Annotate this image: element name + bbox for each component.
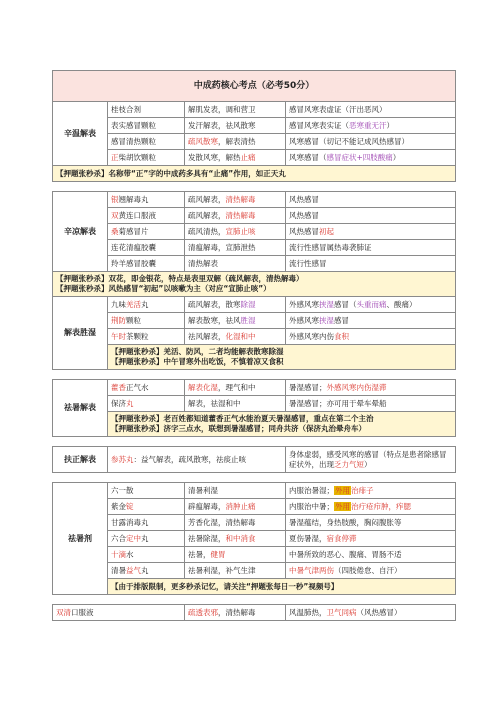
table-row: [53, 297, 456, 313]
table-row: [53, 256, 456, 272]
drug-name: 十滴水: [108, 547, 185, 563]
drug-effect: 祛风解表，化湿和中: [185, 329, 286, 345]
drug-name: 清暑益气丸: [108, 563, 185, 579]
drug-effect: 疏风清热，宣肺止咳: [185, 224, 286, 240]
table-row: [53, 102, 456, 118]
table-row: [53, 329, 456, 345]
drug-indication: 风寒感冒（感冒症状+四肢酸痛）: [286, 150, 456, 166]
category-label: 祛暑解表: [53, 380, 108, 437]
tip-row: [53, 166, 456, 182]
table-row: [53, 515, 456, 531]
drug-effect: 解表化湿，理气和中: [185, 380, 286, 396]
tip-text: 【押题张秒杀】羌活、防风，二者均能解表散寒除湿 【押题张秒杀】中午冒寒外出吃饭，不慎着凉又食积: [108, 345, 456, 370]
drug-name: 正柴胡饮颗粒: [108, 150, 185, 166]
drug-name: 双清口服液: [53, 605, 185, 621]
drug-name: 表实感冒颗粒: [108, 118, 185, 134]
drug-indication: 感冒风寒表虚证（汗出恶风）: [286, 102, 456, 118]
drug-indication: 暑湿蕴结，身热肢酸，胸闷腹胀等: [286, 515, 456, 531]
drug-effect: 解肌发表，调和营卫: [185, 102, 286, 118]
drug-name: 九味羌活丸: [108, 297, 185, 313]
tip-row: [53, 272, 456, 297]
drug-indication: 暑湿感冒；亦可用于晕车晕船: [286, 396, 456, 412]
drug-content: 参苏丸：益气解表，疏风散寒，祛痰止咳: [108, 447, 286, 473]
drug-indication: 流行性感冒属热毒袭肺证: [286, 240, 456, 256]
drug-name: 连花清瘟胶囊: [108, 240, 185, 256]
table-row: [53, 118, 456, 134]
drug-indication: 风温肺热，卫气同病（风热感冒）: [286, 605, 456, 621]
table-row: [53, 563, 456, 579]
drug-indication: 外感风寒挟湿感冒（头重而痛、酸痛）: [286, 297, 456, 313]
drug-indication: 外感风寒挟湿感冒: [286, 313, 456, 329]
drug-effect: 疏风解表，清热解毒: [185, 192, 286, 208]
table-row: [53, 134, 456, 150]
table-row: [53, 208, 456, 224]
drug-name: 桑菊感冒片: [108, 224, 185, 240]
table-row: [53, 499, 456, 515]
table-row: [53, 547, 456, 563]
table-row: [53, 380, 456, 396]
category-label: 解表胜湿: [53, 297, 108, 370]
drug-name: 羚羊感冒胶囊: [108, 256, 185, 272]
drug-effect: 疏风解表，散寒除湿: [185, 297, 286, 313]
drug-indication: 中暑所致的恶心、腹痛、胃肠不适: [286, 547, 456, 563]
drug-indication: 流行性感冒: [286, 256, 456, 272]
drug-indication: 感冒风寒表实证（恶寒重无汗）: [286, 118, 456, 134]
drug-effect: 清暑利湿: [185, 483, 286, 499]
tip-text: 【押题张秒杀】名称带“正”字的中成药多具有“止痛”作用，如正天丸: [53, 166, 456, 182]
tip-text: 【押题张秒杀】老百姓都知道藿香正气水能治夏天暑湿感冒，重点在第二个主治 【押题张秒杀】济字三点水，联想到暑湿感冒；同舟共济（保济丸治晕舟车）: [108, 412, 456, 437]
table-row: [53, 240, 456, 256]
drug-effect: 疏透表邪，清热解毒: [185, 605, 286, 621]
exam-table: [52, 70, 456, 621]
drug-indication: 中暑气津两伤（四肢倦怠、自汗）: [286, 563, 456, 579]
drug-effect: 辟瘟解毒，消肿止痛: [185, 499, 286, 515]
drug-effect: 清热解表: [185, 256, 286, 272]
drug-name: 紫金锭: [108, 499, 185, 515]
drug-name: 甘露消毒丸: [108, 515, 185, 531]
table-row: [53, 396, 456, 412]
drug-effect: 芳香化湿，清热解毒: [185, 515, 286, 531]
drug-indication: 风寒感冒（切记不能记成风热感冒）: [286, 134, 456, 150]
drug-effect: 发汗解表，祛风散寒: [185, 118, 286, 134]
drug-effect: 祛暑利湿，补气生津: [185, 563, 286, 579]
drug-indication: 风热感冒: [286, 208, 456, 224]
drug-effect: 祛暑，健胃: [185, 547, 286, 563]
table-row: [53, 605, 456, 621]
drug-effect: 解表散寒，祛风胜湿: [185, 313, 286, 329]
drug-name: 藿香正气水: [108, 380, 185, 396]
table-row: [53, 313, 456, 329]
drug-effect: 疏风解表，清热解毒: [185, 208, 286, 224]
drug-name: 午时茶颗粒: [108, 329, 185, 345]
table-row: [53, 224, 456, 240]
drug-name: 六一散: [108, 483, 185, 499]
drug-indication: 外感风寒内伤食积: [286, 329, 456, 345]
exam-table-sheet: [52, 70, 455, 621]
drug-effect: 疏风散寒，解表清热: [185, 134, 286, 150]
drug-effect: 发散风寒，解热止痛: [185, 150, 286, 166]
drug-indication: 暑湿感冒；外感风寒内伤湿滞: [286, 380, 456, 396]
category-label: 辛凉解表: [53, 192, 108, 272]
table-row: [53, 531, 456, 547]
drug-name: 感冒清热颗粒: [108, 134, 185, 150]
tip-row: [53, 412, 456, 437]
drug-name: 双黄连口服液: [108, 208, 185, 224]
table-row: [53, 447, 456, 473]
page-title: 中成药核心考点（必考50分）: [53, 71, 456, 102]
table-row: [53, 192, 456, 208]
category-label: 辛温解表: [53, 102, 108, 166]
drug-name: 银翘解毒丸: [108, 192, 185, 208]
drug-effect: 祛暑除湿，和中消食: [185, 531, 286, 547]
drug-name: 桂枝合剂: [108, 102, 185, 118]
category-label: 扶正解表: [53, 447, 108, 473]
drug-indication: 风热感冒: [286, 192, 456, 208]
drug-indication: 身体虚弱，感受风寒的感冒（特点是患者除感冒症状外，出现乏力气短）: [286, 447, 456, 473]
drug-name: 保济丸: [108, 396, 185, 412]
category-label: 祛暑剂: [53, 483, 108, 595]
drug-indication: 内服治暑湿；外用治痱子: [286, 483, 456, 499]
title-row: [53, 71, 456, 102]
tip-row: [53, 579, 456, 595]
tip-text: 【押题张秒杀】双花，即金银花，特点是表里双解（疏风解表，清热解毒） 【押题张秒杀】风热感冒“初起”以咳嗽为主（对应“宣肺止咳”）: [53, 272, 456, 297]
drug-indication: 夏伤暑湿，宿食停滞: [286, 531, 456, 547]
table-row: [53, 483, 456, 499]
tip-row: [53, 345, 456, 370]
tip-text: 【由于排版限制，更多秒杀记忆，请关注“押题张每日一秒”视频号】: [108, 579, 456, 595]
drug-name: 荆防颗粒: [108, 313, 185, 329]
table-row: [53, 150, 456, 166]
drug-name: 六合定中丸: [108, 531, 185, 547]
drug-indication: 内服治中暑；外用治疔疮疖肿，痄腮: [286, 499, 456, 515]
drug-effect: 清瘟解毒，宣肺泄热: [185, 240, 286, 256]
drug-indication: 风热感冒初起: [286, 224, 456, 240]
drug-effect: 解表，祛湿和中: [185, 396, 286, 412]
